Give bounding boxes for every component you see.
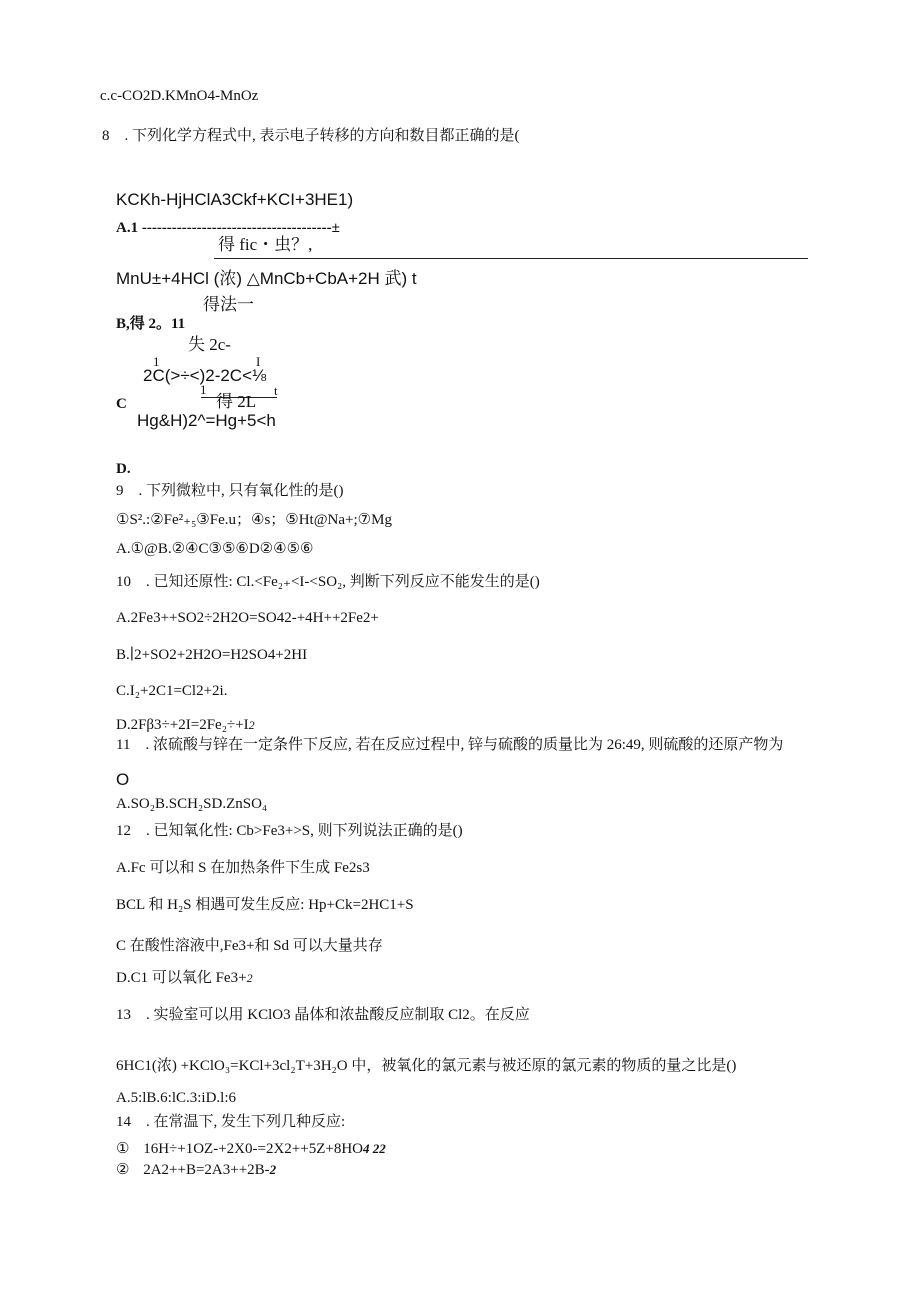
question-10-option-a: A.2Fe3++SO2÷2H2O=SO42-+4H++2Fe2+ (116, 610, 379, 626)
question-12-option-c: C 在酸性溶液中,Fe3+和 Sd 可以大量共存 (116, 938, 383, 954)
question-12-option-b: BCL 和 H₂S 相遇可发生反应: Hp+Ck=2HC1+S (116, 897, 414, 913)
question-10-option-b: B.∣2+SO2+2H2O=H2SO4+2HI (116, 647, 308, 663)
option-c-mark-right: I (256, 354, 261, 369)
question-12-option-d (116, 969, 253, 987)
line-option-cd: c.c-CO2D.KMnO4-MnOz (100, 88, 259, 104)
question-9-items: ①S².:②Fe²₊₅③Fe.u；④s；⑤Ht@Na+;⑦Mg (116, 512, 392, 528)
option-c-gain-note: 得 2L (216, 392, 257, 411)
option-a-equation: KCKh-HjHClA3Ckf+KCI+3HE1) (116, 190, 354, 209)
option-c-mark-left: 1 (153, 354, 160, 369)
question-10-option-d (116, 716, 255, 734)
option-b-label: B,得 2。11 (116, 316, 186, 332)
reaction-2-tail: 2 (269, 1162, 277, 1177)
question-14-reaction-1 (116, 1140, 386, 1158)
reaction-1-number: ① (116, 1141, 130, 1157)
option-a-label: A.1 --------------------------------------± (116, 220, 340, 236)
option-b-equation: MnU±+4HCl (浓) △MnCb+CbA+2H 武) t (116, 269, 417, 288)
question-11-paren: O (116, 770, 130, 789)
option-d-equation: Hg&H)2^=Hg+5<h (137, 411, 276, 430)
question-14-reaction-2 (116, 1161, 276, 1179)
question-12-option-a: A.Fc 可以和 S 在加热条件下生成 Fe2s3 (116, 860, 370, 876)
question-10-option-d-tail: 2 (248, 718, 255, 732)
question-10-stem: 10 . 已知还原性: Cl.<Fe₂₊<I-<SO₂, 判断下列反应不能发生的是() (116, 574, 540, 590)
question-13-continuation: 6HC1(浓) +KClO₃=KCl+3cl₂T+3H₂O 中，被氧化的氯元素与被还原的氯元素的物质的量之比是() (116, 1058, 737, 1074)
question-11-stem: 11 . 浓硫酸与锌在一定条件下反应, 若在反应过程中, 锌与硫酸的质量比为 26:49, 则硫酸的还原产物为 (116, 737, 784, 753)
question-13-stem: 13 . 实验室可以用 KClO3 晶体和浓盐酸反应制取 Cl2。在反应 (116, 1007, 530, 1023)
question-9-stem: 9 . 下列微粒中, 只有氧化性的是() (116, 483, 344, 499)
question-12-stem: 12 . 已知氧化性: Cb>Fe3+>S, 则下列说法正确的是() (116, 823, 463, 839)
question-14-stem: 14 . 在常温下, 发生下列几种反应: (116, 1114, 346, 1130)
reaction-1-tail: 4 22 (363, 1141, 386, 1156)
option-c-label: C (116, 396, 127, 412)
option-d-label: D. (116, 461, 131, 477)
question-13-options: A.5:lB.6:lC.3:iD.l:6 (116, 1090, 237, 1106)
option-c-mark-lower: 1 (200, 382, 207, 397)
option-a-gain-note: 得 fic・虫？, (218, 235, 313, 254)
reaction-2-equation: 2A2++B=2A3++2B- (143, 1162, 270, 1178)
option-c-arrow-mark: t (274, 383, 278, 398)
reaction-1-equation: 16H÷+1OZ-+2X0-=2X2++5Z+8HO (143, 1141, 364, 1157)
question-12-option-d-tail: 2 (246, 971, 253, 985)
question-11-options: A.SO₂B.SCH₂SD.ZnSO₄ (116, 796, 268, 812)
option-a-underline (214, 258, 808, 259)
question-9-options: A.①@B.②④C③⑤⑥D②④⑤⑥ (116, 541, 314, 557)
question-8-stem: 8 . 下列化学方程式中, 表示电子转移的方向和数目都正确的是( (102, 128, 520, 144)
reaction-2-number: ② (116, 1162, 130, 1178)
option-c-equation: 2C(>÷<)2-2C<⅛ (143, 366, 267, 385)
option-c-lose-note: 失 2c- (188, 335, 231, 354)
question-10-option-c: C.I₂+2C1=Cl2+2i. (116, 683, 228, 699)
question-12-option-d-text: D.C1 可以氧化 Fe3+ (116, 970, 247, 986)
option-b-gain-note: 得法一 (203, 295, 254, 314)
question-10-option-d-text: D.2Fβ3÷+2I=2Fe₂÷+I (116, 717, 249, 733)
